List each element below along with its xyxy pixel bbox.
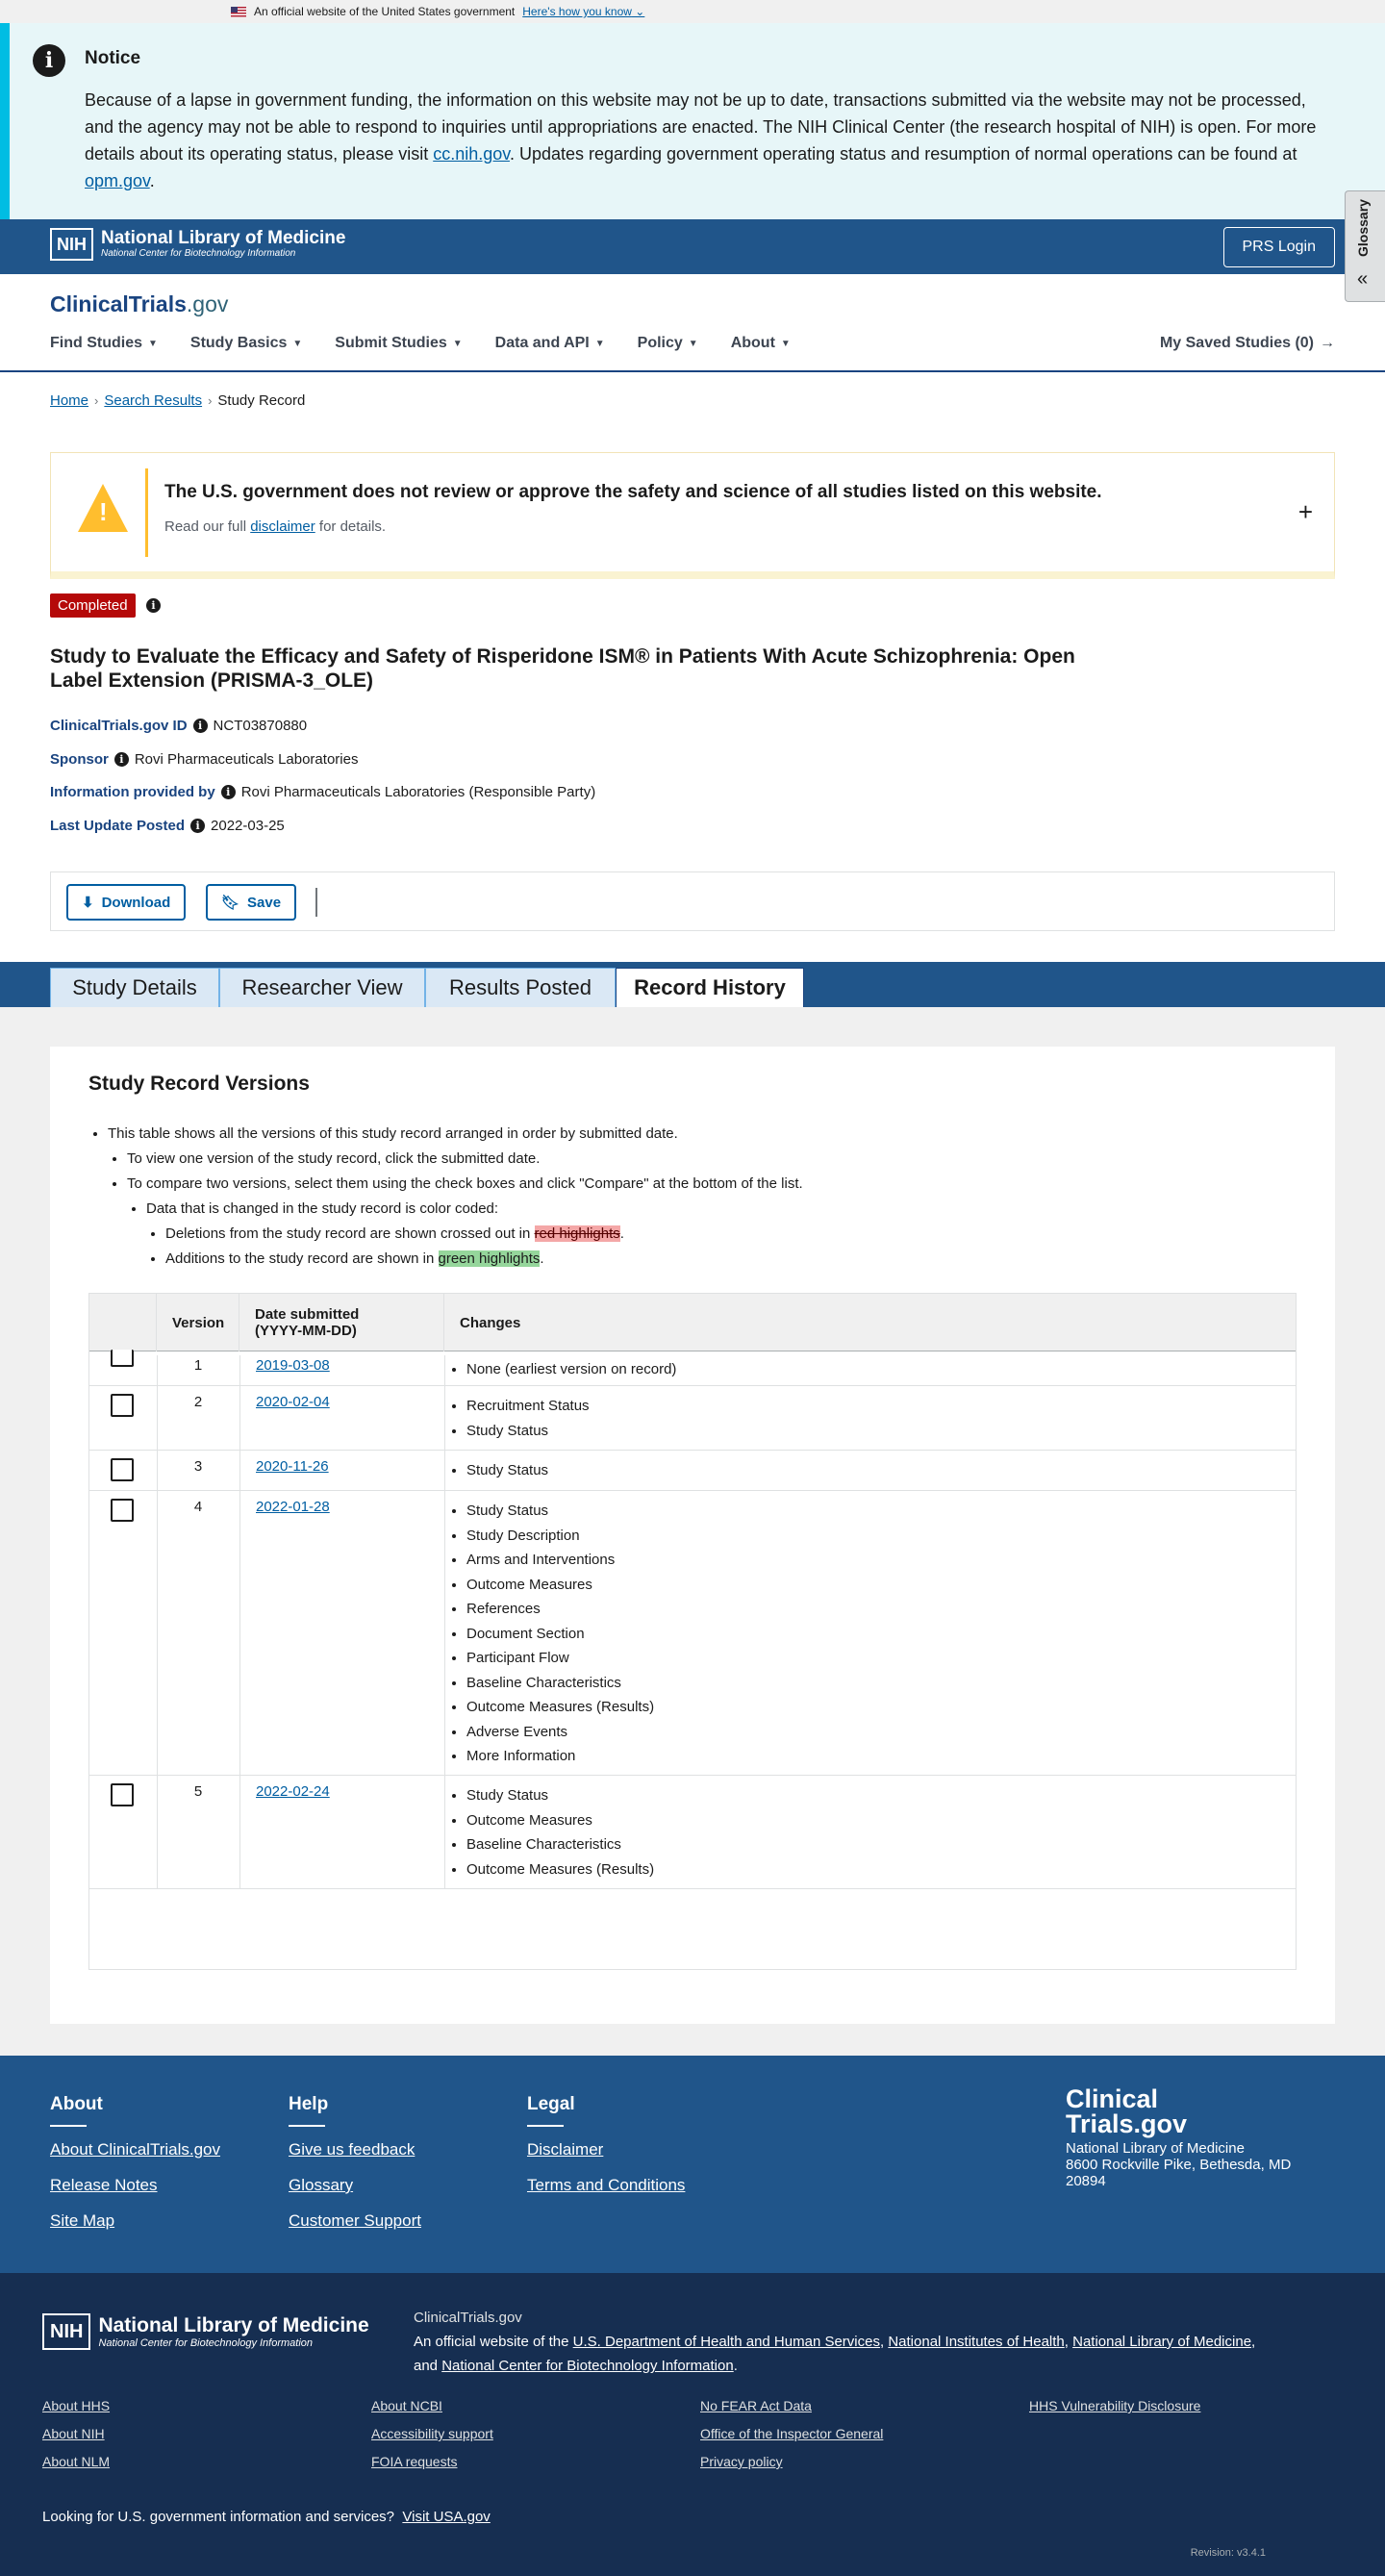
gov-banner-text: An official website of the United States government: [254, 5, 516, 18]
status-badge: Completed: [50, 593, 136, 618]
footer-links: [0, 2056, 1385, 2273]
nih-logo-box: NIH: [42, 2313, 90, 2350]
nih-logo-box: NIH: [50, 228, 93, 261]
header-changes: Changes: [460, 1314, 521, 1331]
version-date-link[interactable]: 2022-02-24: [256, 1783, 330, 1800]
study-title: Study to Evaluate the Efficacy and Safety of Risperidone ISM® in Patients With Acute Schizophrenia: Open Label Extension (PRISMA-3_OLE): [50, 645, 1075, 692]
tab-record-history[interactable]: Record History: [616, 968, 804, 1007]
glossary-label: Glossary: [1355, 199, 1371, 257]
tab-researcher-view[interactable]: Researcher View: [219, 968, 425, 1007]
clinicaltrials-logo[interactable]: ClinicalTrials.gov: [50, 291, 229, 316]
study-actions: [50, 871, 1335, 931]
prs-login-button[interactable]: PRS Login: [1223, 227, 1336, 267]
change-list: • Study Status: [466, 1458, 548, 1483]
footer-legal-title: Legal: [527, 2094, 575, 2114]
note-item: • To compare two versions, select them using the check boxes and click "Compare" at the bottom of the list. • Data that is changed in the study record is color coded: • Deletions from the study record are shown crossed out in red highlights. • Additions to the study record are shown in green highlights.: [127, 1172, 803, 1272]
info-provided-value: Rovi Pharmaceuticals Laboratories (Responsible Party): [240, 784, 596, 800]
funding-notice: [0, 23, 1385, 219]
arrow-right-icon: →: [1320, 335, 1335, 351]
version-checkbox[interactable]: [111, 1458, 134, 1481]
footer-about-title: About: [50, 2094, 103, 2114]
main-nav: [50, 333, 1335, 354]
version-number: 3: [193, 1458, 203, 1475]
text-cursor: [315, 888, 317, 917]
version-date-link[interactable]: 2020-11-26: [256, 1458, 329, 1475]
footer-link[interactable]: About ClinicalTrials.gov: [50, 2140, 220, 2159]
green-highlight-sample: green highlights: [438, 1250, 541, 1267]
footer-official-text: ClinicalTrials.gov An official website of the U.S. Department of Health and Human Services, National Institutes of Health, National Library of Medicine, and National Center for Biotechnology Information.: [414, 2310, 1256, 2374]
footer-link[interactable]: About NIH: [42, 2426, 105, 2441]
info-icon[interactable]: i: [221, 785, 236, 799]
footer-link[interactable]: About HHS: [42, 2398, 111, 2413]
nih-link[interactable]: National Institutes of Health: [888, 2334, 1065, 2350]
last-update-value: 2022-03-25: [211, 818, 285, 834]
change-list: • Study Status • Study Description • Arms and Interventions • Outcome Measures • References • Document Section • Participant Flow • Baseline Characteristics • Outcome Measures (Results) • Adverse Events • More Information: [466, 1499, 654, 1769]
version-date-link[interactable]: 2020-02-04: [256, 1394, 330, 1410]
warning-icon: !: [78, 484, 128, 532]
footer-link[interactable]: Customer Support: [289, 2211, 421, 2230]
tab-study-details[interactable]: Study Details: [50, 968, 219, 1007]
chevron-right-icon: ›: [94, 393, 99, 408]
table-row: [89, 1355, 1296, 1386]
info-icon[interactable]: i: [190, 819, 205, 833]
versions-heading: Study Record Versions: [88, 1073, 310, 1095]
footer-link[interactable]: Terms and Conditions: [527, 2176, 686, 2194]
double-chevron-left-icon: «: [1357, 268, 1369, 290]
footer-link[interactable]: Privacy policy: [700, 2454, 783, 2469]
heres-how-you-know-link[interactable]: Here's how you know ⌄: [522, 5, 645, 18]
info-provided-row: [50, 784, 595, 800]
disclaimer-title: The U.S. government does not review or approve the safety and science of all studies listed on this website.: [164, 482, 1102, 502]
nav-policy[interactable]: Policy ▼: [637, 335, 698, 351]
ncbi-subtitle: National Center for Biotechnology Information: [101, 248, 296, 259]
nav-submit-studies[interactable]: Submit Studies ▼: [335, 335, 463, 351]
chevron-down-icon: ▼: [688, 338, 698, 349]
change-list: • Recruitment Status • Study Status: [466, 1394, 590, 1443]
nlm-logo[interactable]: [50, 228, 345, 261]
info-icon: i: [33, 44, 65, 77]
info-icon[interactable]: i: [193, 719, 208, 733]
breadcrumb-home[interactable]: Home: [50, 392, 89, 409]
breadcrumb: [50, 392, 305, 409]
table-row: [89, 1451, 1296, 1491]
versions-notes: [88, 1122, 803, 1272]
version-checkbox[interactable]: [111, 1394, 134, 1417]
footer-help: [289, 2094, 421, 2247]
red-highlight-sample: red highlights: [534, 1225, 620, 1242]
disclaimer-text: Read our full disclaimer for details.: [164, 518, 387, 535]
footer-link[interactable]: Glossary: [289, 2176, 354, 2194]
footer-agency: [0, 2273, 1385, 2576]
nav-find-studies[interactable]: Find Studies ▼: [50, 335, 158, 351]
chevron-right-icon: ›: [208, 393, 213, 408]
change-list: • Study Status • Outcome Measures • Baseline Characteristics • Outcome Measures (Results): [466, 1783, 654, 1881]
nav-about[interactable]: About ▼: [730, 335, 791, 351]
notice-title: Notice: [85, 48, 141, 68]
tab-bar: [0, 962, 1385, 1007]
footer-link[interactable]: Site Map: [50, 2211, 115, 2230]
version-number: 5: [193, 1783, 203, 1800]
chevron-down-icon: ▼: [780, 338, 791, 349]
version-checkbox[interactable]: [111, 1350, 134, 1367]
us-flag-icon: [231, 7, 246, 17]
nav-divider: [0, 370, 1385, 372]
tab-results-posted[interactable]: Results Posted: [425, 968, 616, 1007]
footer-org: National Library of Medicine: [1066, 2140, 1245, 2157]
change-list: • None (earliest version on record): [466, 1357, 676, 1382]
nlm-title: National Library of Medicine: [101, 228, 346, 248]
notice-text: Because of a lapse in government funding, the information on this website may not be up to date, transactions submitted via the website may not be processed, and the agency may not be able to respond to inquiries until appropriations are enacted. The NIH Clinical Center (the research hospital of NIH) is open. For more details about its operating status, please visit cc.nih.gov. Updates regarding government operating status and resumption of normal operations can be found at opm.gov.: [85, 90, 1317, 190]
version-date-link[interactable]: 2019-03-08: [256, 1357, 330, 1374]
footer-link[interactable]: Disclaimer: [527, 2140, 604, 2159]
revision-text: Revision: v3.4.1: [1190, 2547, 1266, 2559]
footer-address: 8600 Rockville Pike, Bethesda, MD 20894: [1066, 2157, 1292, 2189]
info-provided-label: Information provided by: [50, 784, 215, 800]
study-record-versions-card: [50, 1047, 1335, 2024]
versions-table: [88, 1293, 1297, 1970]
table-row: [89, 1491, 1296, 1776]
info-icon[interactable]: i: [114, 752, 129, 767]
study-id-row: [50, 718, 307, 734]
note-item: • This table shows all the versions of this study record arranged in order by submitted date. • To view one version of the study record, click the submitted date. • To compare two versions, select them using the check boxes and click "Compare" at the bottom of the list. • Data that is changed in the study record is color coded: • Deletions from the study record are shown crossed out in red highlights. • Additions to the study record are shown in green highlights.: [108, 1122, 803, 1272]
gov-banner: [0, 0, 1385, 23]
status-info-icon[interactable]: i: [146, 598, 161, 613]
table-header: [89, 1294, 1296, 1351]
hhs-link[interactable]: U.S. Department of Health and Human Services: [572, 2334, 880, 2350]
disclaimer-link[interactable]: disclaimer: [250, 518, 315, 535]
sponsor-label: Sponsor: [50, 751, 109, 768]
table-row: [89, 1386, 1296, 1451]
footer-legal: [527, 2094, 685, 2211]
save-button[interactable]: 🔖︎ Save: [206, 884, 296, 921]
disclaimer-divider: [145, 468, 148, 557]
footer-link[interactable]: About NLM: [42, 2454, 111, 2469]
nav-study-basics[interactable]: Study Basics ▼: [189, 335, 303, 351]
expand-plus-icon[interactable]: +: [1297, 497, 1313, 526]
chevron-down-icon: ▼: [594, 338, 605, 349]
note-item: • Data that is changed in the study record is color coded: • Deletions from the study record are shown crossed out in red highlights. • Additions to the study record are shown in green highlights.: [146, 1197, 803, 1272]
footer-link[interactable]: Accessibility support: [371, 2426, 493, 2441]
study-id-label: ClinicalTrials.gov ID: [50, 718, 188, 734]
download-icon: ⬇: [82, 895, 94, 911]
note-item: • Additions to the study record are shown in green highlights.: [165, 1247, 803, 1272]
disclaimer-banner: [50, 452, 1335, 579]
footer-link[interactable]: Release Notes: [50, 2176, 158, 2194]
last-update-label: Last Update Posted: [50, 818, 186, 834]
footer-about: [50, 2094, 220, 2247]
footer-help-title: Help: [289, 2094, 329, 2114]
footer-link[interactable]: Give us feedback: [289, 2140, 416, 2159]
usa-gov-row: Looking for U.S. government information and services? Visit USA.gov: [42, 2509, 491, 2525]
version-number: 4: [193, 1499, 203, 1515]
breadcrumb-search-results[interactable]: Search Results: [104, 392, 203, 409]
header-date: Date submitted (YYYY-MM-DD): [239, 1294, 444, 1351]
version-checkbox[interactable]: [111, 1499, 134, 1522]
header-select: [89, 1294, 157, 1351]
header-version: Version: [157, 1294, 239, 1351]
footer-link[interactable]: HHS Vulnerability Disclosure: [1029, 2398, 1201, 2413]
chevron-down-icon: ▼: [452, 338, 463, 349]
footer-ct-logo: Clinical Trials.gov National Library of Medicine 8600 Rockville Pike, Bethesda, MD 20894: [1066, 2086, 1316, 2189]
version-number: 1: [193, 1357, 203, 1374]
nih-header: [0, 219, 1385, 274]
footer-link[interactable]: No FEAR Act Data: [700, 2398, 812, 2413]
my-saved-studies-link[interactable]: My Saved Studies (0) →: [1159, 335, 1335, 351]
footer-link[interactable]: About NCBI: [371, 2398, 442, 2413]
footer-link[interactable]: FOIA requests: [371, 2454, 458, 2469]
footer-link[interactable]: Office of the Inspector General: [700, 2426, 884, 2441]
footer-nlm-logo[interactable]: NIH National Library of Medicine National Center for Biotechnology Information: [42, 2313, 369, 2350]
cc-nih-link[interactable]: cc.nih.gov: [433, 144, 510, 164]
breadcrumb-current: Study Record: [217, 392, 306, 409]
ncbi-link[interactable]: National Center for Biotechnology Information: [441, 2358, 734, 2374]
table-row: [89, 1776, 1296, 1889]
note-item: • Deletions from the study record are shown crossed out in red highlights.: [165, 1222, 803, 1247]
nav-data-and-api[interactable]: Data and API ▼: [494, 335, 605, 351]
last-update-row: [50, 818, 285, 834]
sponsor-value: Rovi Pharmaceuticals Laboratories: [134, 751, 359, 768]
version-checkbox[interactable]: [111, 1783, 134, 1806]
version-date-link[interactable]: 2022-01-28: [256, 1499, 330, 1515]
opm-link[interactable]: opm.gov: [85, 171, 150, 190]
bookmark-icon: 🔖︎: [221, 895, 240, 911]
download-button[interactable]: ⬇ Download: [66, 884, 186, 921]
sponsor-row: [50, 751, 358, 768]
note-item: • To view one version of the study record, click the submitted date.: [127, 1147, 803, 1172]
visit-usa-gov-link[interactable]: Visit USA.gov: [402, 2509, 491, 2525]
chevron-down-icon: ▼: [292, 338, 303, 349]
glossary-tab[interactable]: [1345, 190, 1385, 302]
nlm-link[interactable]: National Library of Medicine: [1072, 2334, 1252, 2350]
version-number: 2: [193, 1394, 203, 1410]
study-id-value: NCT03870880: [213, 718, 308, 734]
chevron-down-icon: ▼: [148, 338, 158, 349]
